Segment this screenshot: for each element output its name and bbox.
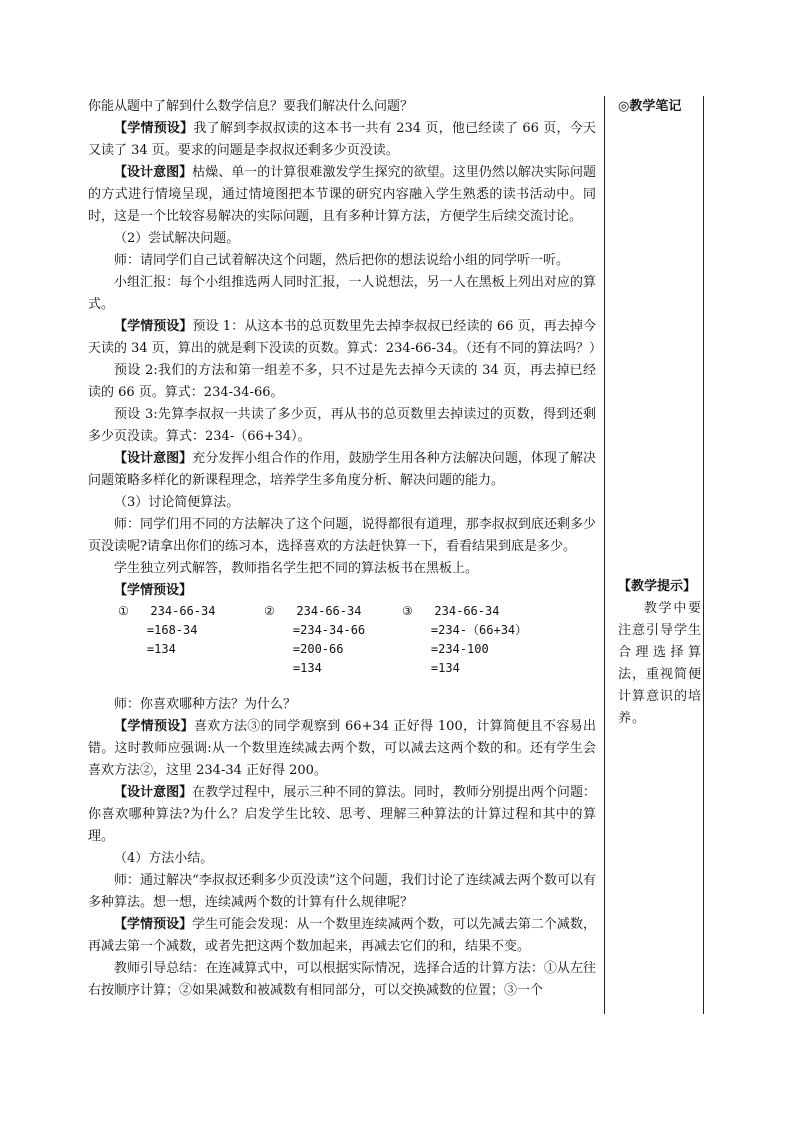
paragraph-text: 喜欢方法③的同学观察到 66+34 正好得 100，计算简便且不容易出错。这时教师应强调:从一个数里连续减去两个数，可以减去这两个数的和。还有学生会喜欢方法②，这里 234-34 正好得 200。 [88,719,596,778]
teaching-tips [618,576,702,730]
column-divider [604,96,605,1014]
calc-line: =134 [118,642,176,656]
paragraph [88,448,596,492]
paragraph: （4）方法小结。 [114,851,214,866]
calc-line: =234-（66+34） [402,623,528,637]
paragraph: 师：同学们用不同的方法解决了这个问题，说得都很有道理，那李叔叔到底还剩多少页没读呢?请拿出你们的练习本，选择喜欢的方法赶快算一下，看看结果到底是多少。 [88,517,596,554]
paragraph: 你能从题中了解到什么数学信息？要我们解决什么问题？ [88,99,414,114]
paragraph [88,316,602,360]
paragraph: 教师引导总结：在连减算式中，可以根据实际情况，选择合适的计算方法：①从左往右按顺序计算；②如果减数和被减数有相同部分，可以交换减数的位置；③一个 [88,961,596,998]
paragraph: 师：请同学们自己试着解决这个问题，然后把你的想法说给小组的同学听一听。 [114,253,570,268]
page-right-rule [703,96,704,1014]
paragraph [88,118,596,162]
teaching-notes-title: ◎教学笔记 [618,99,682,114]
paragraph [88,914,596,958]
section-tag: 【学情预设】 [114,917,193,932]
section-tag: 【学情预设】 [114,719,194,734]
paragraph: 预设 3:先算李叔叔一共读了多少页，再从书的总页数里去掉读过的页数，得到还剩多少页没读。算式：234-（66+34）。 [88,407,596,444]
paragraph-text: 预设 1：从这本书的总页数里先去掉李叔叔已经读的 66 页，再去掉今天读的 34 页，算出的就是剩下没读的页数。算式：234-66-34。（还有不同的算法吗？） [88,319,602,356]
main-text [88,96,602,1002]
paragraph: （3）讨论简便算法。 [114,495,240,510]
paragraph-text: 在教学过程中，展示三种不同的算法。同时，教师分别提出两个问题：你喜欢哪种算法?为什么？启发学生比较、思考、理解三种算法的计算过程和其中的算理。 [88,785,596,844]
paragraph: 小组汇报：每个小组推选两人同时汇报，一人说想法，另一人在黑板上列出对应的算式。 [88,275,596,312]
paragraph-text: 学生可能会发现：从一个数里连续减两个数，可以先减去第二个减数，再减去第一个减数，或者先把这两个数加起来，再减去它们的和，结果不变。 [88,917,596,954]
paragraph: 师：通过解决“李叔叔还剩多少页没读”这个问题，我们讨论了连续减去两个数可以有多种算法。想一想，连续减两个数的计算有什么规律呢？ [88,873,596,910]
calc-line: =134 [264,661,322,675]
section-tag: 【学情预设】 [114,583,193,598]
method-2 [264,602,365,678]
paragraph-text: 枯燥、单一的计算很难激发学生探究的欲望。这里仍然以解决实际问题的方式进行情境呈现，通过情境图把本节课的研究内容融入学生熟悉的读书活动中。同时，这是一个比较容易解决的实际问题，且有多种计算方法，方便学生后续交流讨论。 [88,165,596,224]
teaching-tips-title: 【教学提示】 [618,579,697,594]
paragraph-text: 充分发挥小组合作的作用，鼓励学生用各种方法解决问题，体现了解决问题策略多样化的新课程理念，培养学生多角度分析、解决问题的能力。 [88,451,596,488]
calc-line: ② 234-66-34 [264,604,362,618]
section-tag: 【设计意图】 [114,451,193,466]
teaching-tips-body: 教学中要注意引导学生合理选择算法，重视简便计算意识的培养。 [618,601,703,726]
paragraph [88,162,596,228]
calc-line: =168-34 [118,623,198,637]
calculation-methods [88,602,596,694]
method-3 [402,602,527,678]
paragraph: （2）尝试解决问题。 [114,231,240,246]
calc-line: ① 234-66-34 [118,604,216,618]
calc-line: =134 [402,661,460,675]
section-tag: 【设计意图】 [114,165,193,180]
method-1 [118,602,215,659]
calc-line: =234-100 [402,642,489,656]
calc-line: =234-34-66 [264,623,366,637]
calc-line: ③ 234-66-34 [402,604,500,618]
paragraph: 师：你喜欢哪种方法？为什么？ [114,697,297,712]
paragraph-text: 我了解到李叔叔读的这本书一共有 234 页，他已经读了 66 页，今天又读了 34 页。要求的问题是李叔叔还剩多少页没读。 [88,121,596,158]
paragraph [88,782,596,848]
paragraph: 学生独立列式解答，教师指名学生把不同的算法板书在黑板上。 [114,561,479,576]
section-tag: 【学情预设】 [114,121,194,136]
paragraph: 预设 2:我们的方法和第一组差不多，只不过是先去掉今天读的 34 页，再去掉已经读的 66 页。算式：234-34-66。 [88,363,596,400]
section-tag: 【学情预设】 [114,319,193,334]
calc-line: =200-66 [264,642,344,656]
section-tag: 【设计意图】 [114,785,193,800]
paragraph [88,716,596,782]
